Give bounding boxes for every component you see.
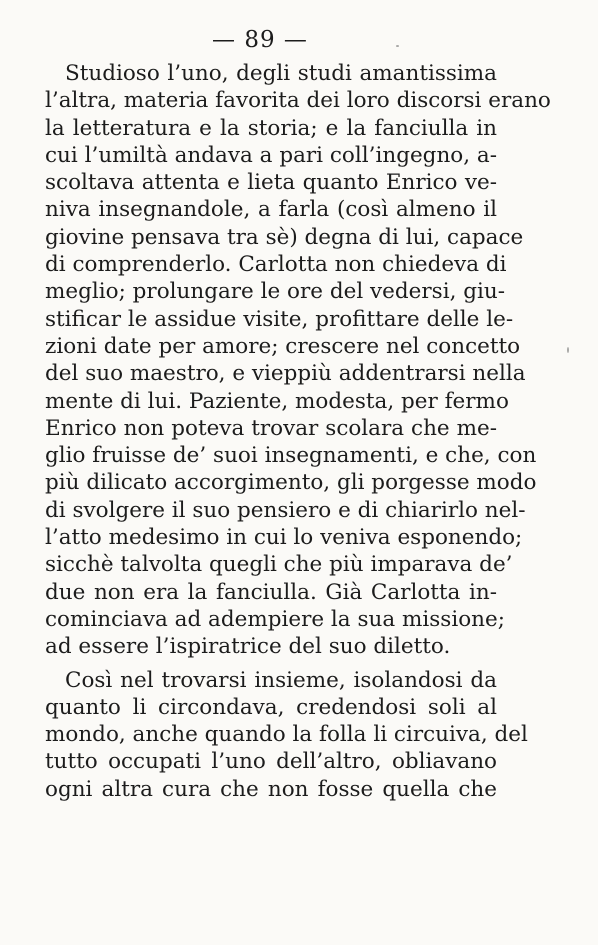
text-line: Studioso l’uno, degli studi amantissima bbox=[65, 61, 497, 86]
text-line: di comprenderlo. Carlotta non chiedeva di bbox=[45, 252, 507, 278]
text-line: ad essere l’ispiratrice del suo diletto. bbox=[45, 634, 451, 660]
paragraph-2 bbox=[45, 667, 528, 803]
text-line: sicchè talvolta quegli che più imparava de’ bbox=[45, 552, 513, 578]
text-line: scoltava attenta e lieta quanto Enrico ve- bbox=[45, 170, 497, 196]
print-speck bbox=[567, 347, 569, 353]
text-line: la letteratura e la storia; e la fanciulla in bbox=[45, 115, 497, 141]
text-line: Enrico non poteva trovar scolara che me- bbox=[45, 415, 497, 441]
text-line: cominciava ad adempiere la sua missione; bbox=[45, 606, 505, 632]
text-line: mondo, anche quando la folla li circuiva, del bbox=[45, 722, 528, 748]
text-line: quanto li circondava, credendosi soli al bbox=[45, 694, 497, 720]
print-speck bbox=[396, 45, 399, 47]
text-line: l’atto medesimo in cui lo veniva esponendo; bbox=[45, 525, 523, 551]
text-line: l’altra, materia favorita dei loro discorsi erano bbox=[45, 88, 551, 114]
text-line: mente di lui. Paziente, modesta, per fermo bbox=[45, 388, 509, 414]
text-line: cui l’umiltà andava a pari coll’ingegno, a- bbox=[45, 142, 497, 168]
text-line: del suo maestro, e vieppiù addentrarsi nella bbox=[45, 361, 526, 387]
text-line: più dilicato accorgimento, gli porgesse modo bbox=[45, 470, 537, 496]
text-line: meglio; prolungare le ore del vedersi, giu- bbox=[45, 279, 505, 305]
text-line: giovine pensava tra sè) degna di lui, capace bbox=[45, 224, 524, 250]
text-line: due non era la fanciulla. Già Carlotta in- bbox=[45, 579, 497, 605]
text-line: tutto occupati l’uno dell’altro, obliavano bbox=[45, 749, 497, 775]
paragraph-1 bbox=[45, 60, 551, 661]
body-text bbox=[45, 60, 551, 803]
text-line: stificar le assidue visite, profittare delle le- bbox=[45, 306, 514, 332]
text-line: di svolgere il suo pensiero e di chiarirlo nel- bbox=[45, 497, 526, 523]
text-line: niva insegnandole, a farla (così almeno il bbox=[45, 197, 497, 223]
text-line: glio fruisse de’ suoi insegnamenti, e che, con bbox=[45, 443, 537, 469]
page-number: — 89 — bbox=[212, 27, 308, 53]
text-line: zioni date per amore; crescere nel concetto bbox=[45, 333, 521, 359]
text-line: Così nel trovarsi insieme, isolandosi da bbox=[65, 667, 497, 693]
text-line: ogni altra cura che non fosse quella che bbox=[45, 776, 497, 802]
